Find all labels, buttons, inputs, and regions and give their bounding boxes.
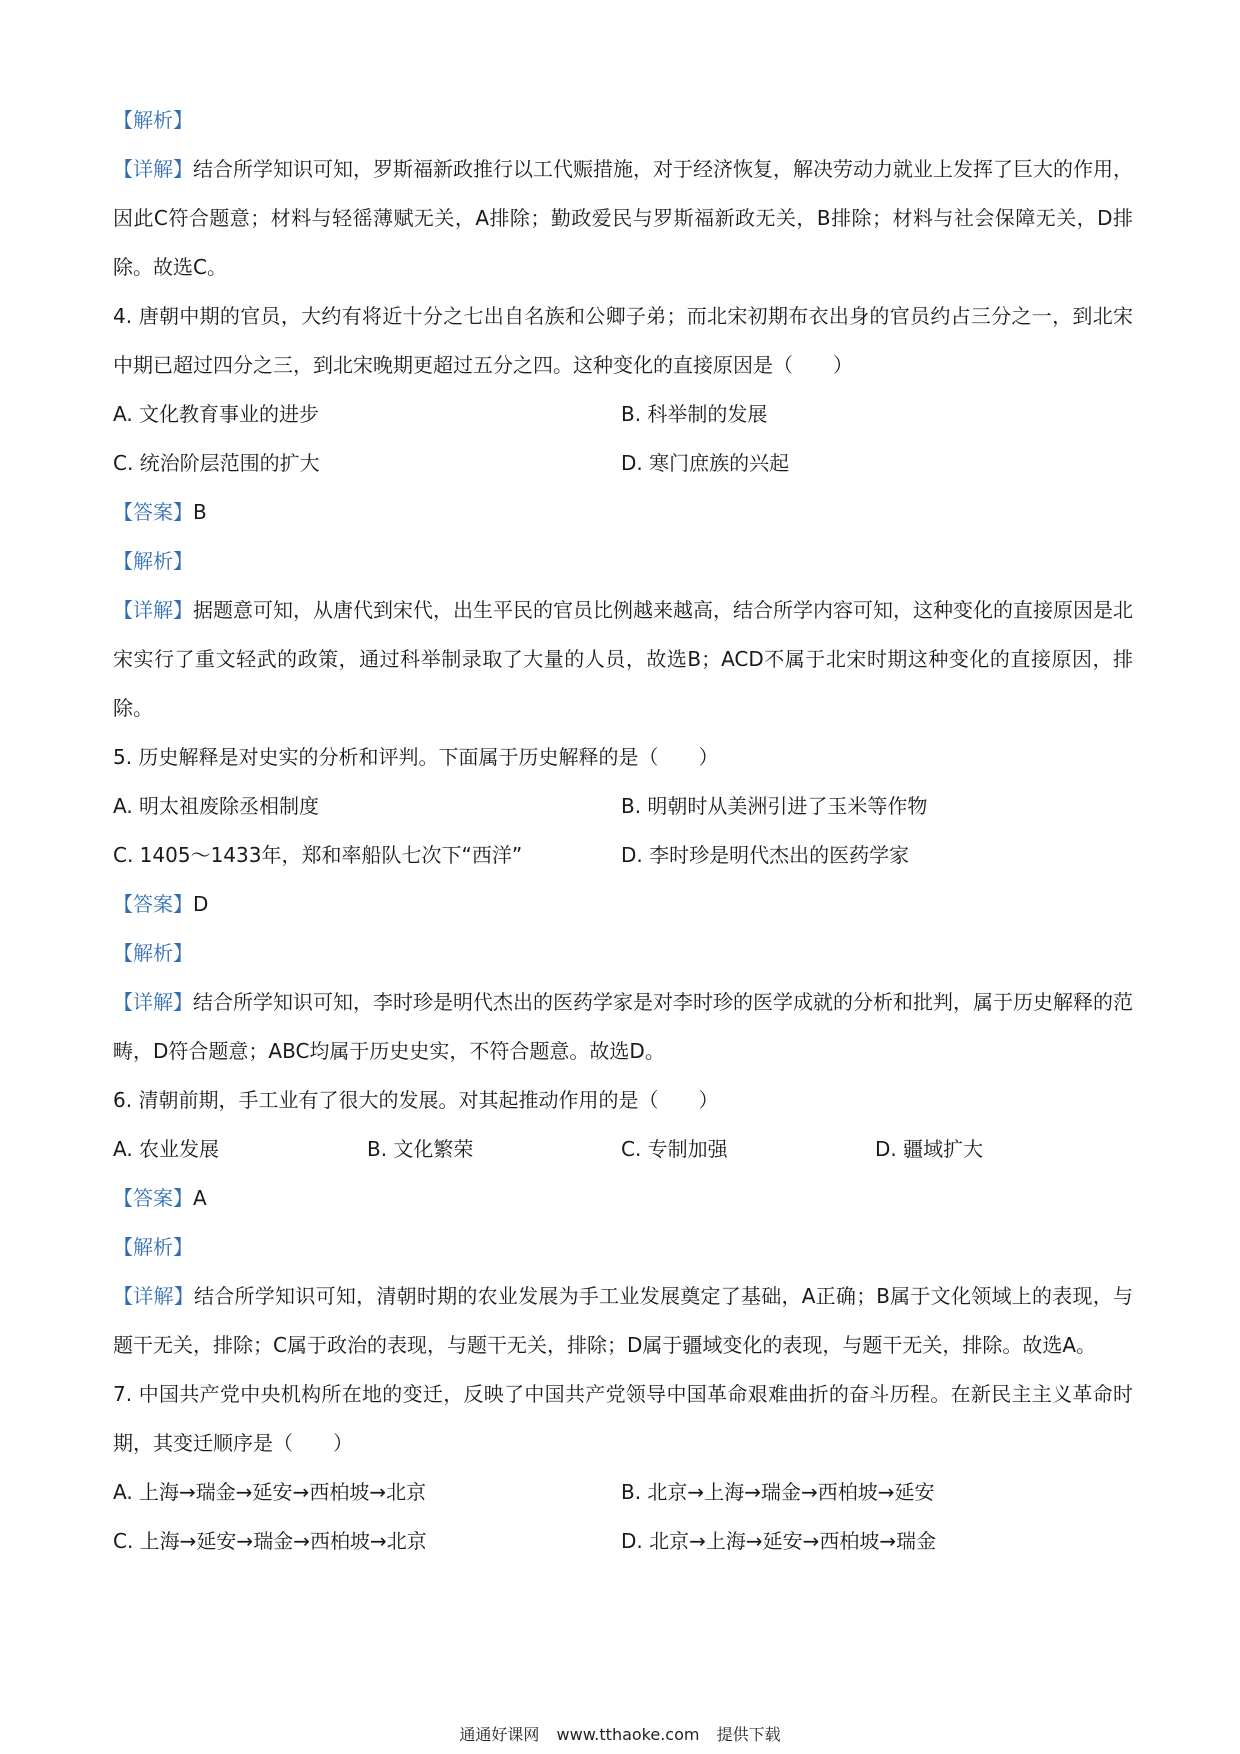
q7-option-b: B. 北京→上海→瑞金→西柏坡→延安	[621, 1480, 935, 1504]
q7-option-d: D. 北京→上海→延安→西柏坡→瑞金	[621, 1529, 937, 1553]
q5-option-a: A. 明太祖废除丞相制度	[113, 794, 320, 818]
detail-text: 结合所学知识可知，李时珍是明代杰出的医药学家是对李时珍的医学成就的分析和批判，属于历史解释的范畴，D符合题意；ABC均属于历史史实，不符合题意。故选D。	[113, 990, 1133, 1063]
q6-analysis-heading	[113, 1223, 1133, 1272]
q4-stem: 4. 唐朝中期的官员，大约有将近十分之七出自名族和公卿子弟；而北宋初期布衣出身的官员约占三分之一，到北宋中期已超过四分之三，到北宋晚期更超过五分之四。这种变化的直接原因是（ ）	[113, 304, 1133, 377]
q4-answer	[113, 488, 1133, 537]
q5-options-row-1	[113, 782, 1133, 831]
q5-stem: 5. 历史解释是对史实的分析和评判。下面属于历史解释的是（ ）	[113, 745, 719, 769]
detail-tag: 【详解】	[113, 1284, 195, 1308]
q6-options-row	[113, 1125, 1133, 1174]
footer-site-name: 通通好课网	[459, 1725, 540, 1744]
q4-analysis-heading	[113, 537, 1133, 586]
q7-options-row-2	[113, 1517, 1133, 1566]
q6-option-c: C. 专制加强	[621, 1137, 728, 1161]
q5-answer	[113, 880, 1133, 929]
q4-options-row-2	[113, 439, 1133, 488]
q6-stem: 6. 清朝前期，手工业有了很大的发展。对其起推动作用的是（ ）	[113, 1088, 719, 1112]
q5-options-row-2	[113, 831, 1133, 880]
answer-tag: 【答案】	[113, 1186, 193, 1210]
answer-value: A	[193, 1186, 207, 1210]
analysis-tag: 【解析】	[113, 549, 193, 573]
footer-url[interactable]: www.tthaoke.com	[556, 1725, 700, 1744]
answer-value: B	[193, 500, 207, 524]
page-content	[113, 96, 1133, 1566]
analysis-tag: 【解析】	[113, 108, 193, 132]
q4-option-d: D. 寒门庶族的兴起	[621, 451, 790, 475]
q5-option-b: B. 明朝时从美洲引进了玉米等作物	[621, 794, 928, 818]
q7-options-row-1	[113, 1468, 1133, 1517]
detail-text: 据题意可知，从唐代到宋代，出生平民的官员比例越来越高，结合所学内容可知，这种变化的直接原因是北宋实行了重文轻武的政策，通过科举制录取了大量的人员，故选B；ACD不属于北宋时期这种变化的直接原因，排除。	[113, 598, 1133, 720]
detail-tag: 【详解】	[113, 598, 193, 622]
footer-suffix: 提供下载	[716, 1725, 781, 1744]
q6-answer	[113, 1174, 1133, 1223]
q5-option-d: D. 李时珍是明代杰出的医药学家	[621, 843, 910, 867]
q3-detail	[113, 145, 1133, 292]
q5-analysis-heading	[113, 929, 1133, 978]
q4-options-row-1	[113, 390, 1133, 439]
detail-text: 结合所学知识可知，清朝时期的农业发展为手工业发展奠定了基础，A正确；B属于文化领域上的表现，与题干无关，排除；C属于政治的表现，与题干无关，排除；D属于疆域变化的表现，与题干无关，排除。故选A。	[113, 1284, 1133, 1357]
q7-option-c: C. 上海→延安→瑞金→西柏坡→北京	[113, 1529, 427, 1553]
q3-analysis-heading	[113, 96, 1133, 145]
detail-tag: 【详解】	[113, 990, 193, 1014]
detail-tag: 【详解】	[113, 157, 193, 181]
q6-detail	[113, 1272, 1133, 1370]
answer-tag: 【答案】	[113, 892, 193, 916]
q6-option-b: B. 文化繁荣	[367, 1137, 474, 1161]
page-footer	[0, 1722, 1240, 1745]
q7-option-a: A. 上海→瑞金→延安→西柏坡→北京	[113, 1480, 427, 1504]
analysis-tag: 【解析】	[113, 941, 193, 965]
q5-detail	[113, 978, 1133, 1076]
q5-option-c: C. 1405～1433年，郑和率船队七次下“西洋”	[113, 843, 523, 867]
q4-option-a: A. 文化教育事业的进步	[113, 402, 320, 426]
answer-tag: 【答案】	[113, 500, 193, 524]
q6-option-a: A. 农业发展	[113, 1137, 220, 1161]
q4-detail	[113, 586, 1133, 733]
q6-option-d: D. 疆域扩大	[875, 1137, 984, 1161]
detail-text: 结合所学知识可知，罗斯福新政推行以工代赈措施，对于经济恢复，解决劳动力就业上发挥了巨大的作用，因此C符合题意；材料与轻徭薄赋无关，A排除；勤政爱民与罗斯福新政无关，B排除；材料与社会保障无关，D排除。故选C。	[113, 157, 1133, 279]
q4-option-b: B. 科举制的发展	[621, 402, 768, 426]
answer-value: D	[193, 892, 209, 916]
q7-stem: 7. 中国共产党中央机构所在地的变迁，反映了中国共产党领导中国革命艰难曲折的奋斗历程。在新民主主义革命时期，其变迁顺序是（ ）	[113, 1382, 1133, 1455]
q4-option-c: C. 统治阶层范围的扩大	[113, 451, 320, 475]
analysis-tag: 【解析】	[113, 1235, 193, 1259]
